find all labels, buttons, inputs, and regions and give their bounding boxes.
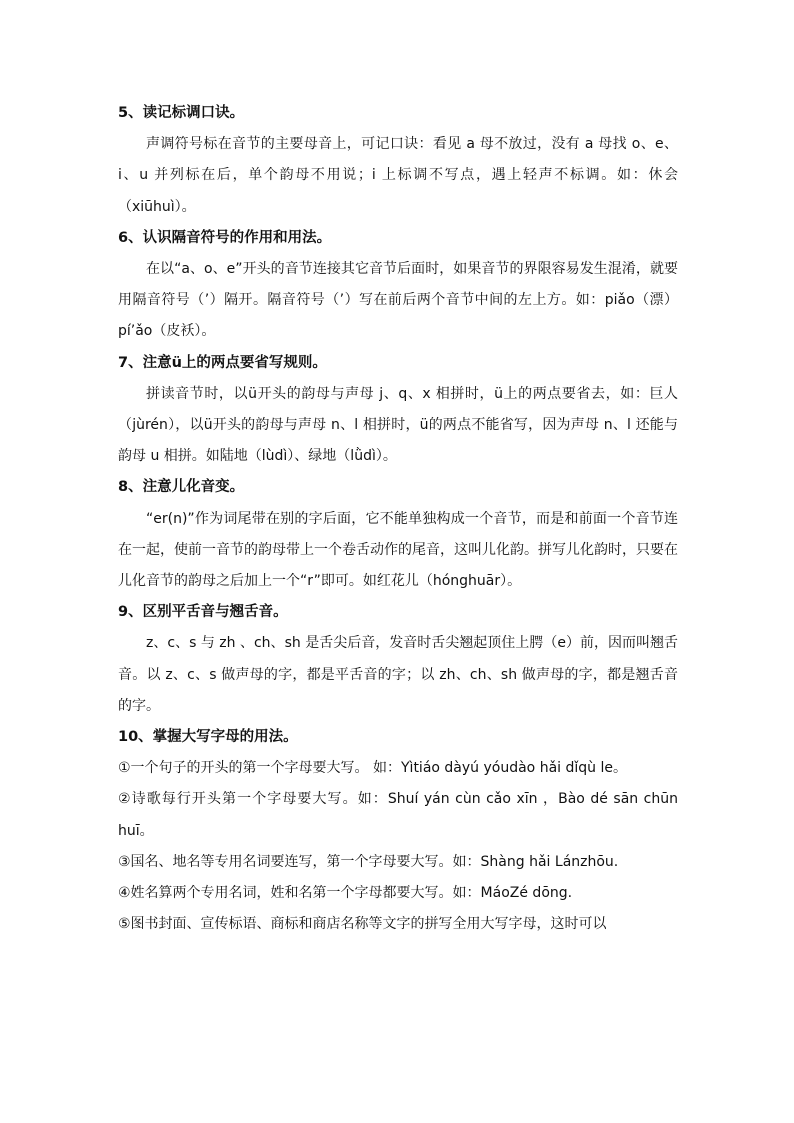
section-7-body: 拼读音节时，以ü开头的韵母与声母 j、q、x 相拼时，ü上的两点要省去，如：巨人（jùrén），以ü开头的韵母与声母 n、l 相拼时，ü的两点不能省写，因为声母 n、l 还能与韵母 u 相拼。如陆地（lùdì）、绿地（lǜdì）。 xyxy=(118,385,678,465)
section-8-body: “er(n)”作为词尾带在别的字后面，它不能单独构成一个音节，而是和前面一个音节连在一起，使前一音节的韵母带上一个卷舌动作的尾音，这叫儿化韵。拼写儿化韵时，只要在儿化音节的韵母之后加上一个“r”即可。如红花儿（hónghuār）。 xyxy=(118,510,678,590)
section-10-item-3: ③国名、地名等专用名词要连写，第一个字母要大写。如：Shàng hǎi Lánzhōu. xyxy=(118,853,619,870)
section-5-body: 声调符号标在音节的主要母音上，可记口诀：看见 a 母不放过，没有 a 母找 o、e、i、u 并列标在后，单个韵母不用说；i 上标调不写点，遇上轻声不标调。如：休会（xiūhuì）。 xyxy=(118,136,678,215)
section-6-heading: 6、认识隔音符号的作用和用法。 xyxy=(118,229,332,246)
section-10-heading: 10、掌握大写字母的用法。 xyxy=(118,729,298,746)
section-10-item-4: ④姓名算两个专用名词，姓和名第一个字母都要大写。如：MáoZé dōng. xyxy=(118,885,573,902)
section-5-heading: 5、读记标调口诀。 xyxy=(118,105,245,121)
section-6-body: 在以“a、o、e”开头的音节连接其它音节后面时，如果音节的界限容易发生混淆，就要用隔音符号（’）隔开。隔音符号（’）写在前后两个音节中间的左上方。如：piǎo（漂） pí’ǎo（皮袄）。 xyxy=(118,261,678,340)
section-10-item-5: ⑤图书封面、宣传标语、商标和商店名称等文字的拼写全用大写字母，这时可以 xyxy=(118,916,607,933)
section-9-heading: 9、区别平舌音与翘舌音。 xyxy=(118,604,288,621)
section-10-item-1: ①一个句子的开头的第一个字母要大写。 如：Yìtiáo dàyú yóudào hǎi dǐqù le。 xyxy=(118,760,627,777)
section-9-body: z、c、s 与 zh 、ch、sh 是舌尖后音，发音时舌尖翘起顶住上腭（e）前，因而叫翘舌音。以 z、c、s 做声母的字，都是平舌音的字；以 zh、ch、sh 做声母的字，都是翘舌音的字。 xyxy=(118,635,678,714)
section-7-heading: 7、注意ü上的两点要省写规则。 xyxy=(118,354,327,371)
document-page xyxy=(118,98,678,940)
section-10-item-2: ②诗歌每行开头第一个字母要大写。如：Shuí yán cùn cǎo xīn ，Bào dé sān chūn huī。 xyxy=(118,791,678,839)
section-8-heading: 8、注意儿化音变。 xyxy=(118,479,245,496)
